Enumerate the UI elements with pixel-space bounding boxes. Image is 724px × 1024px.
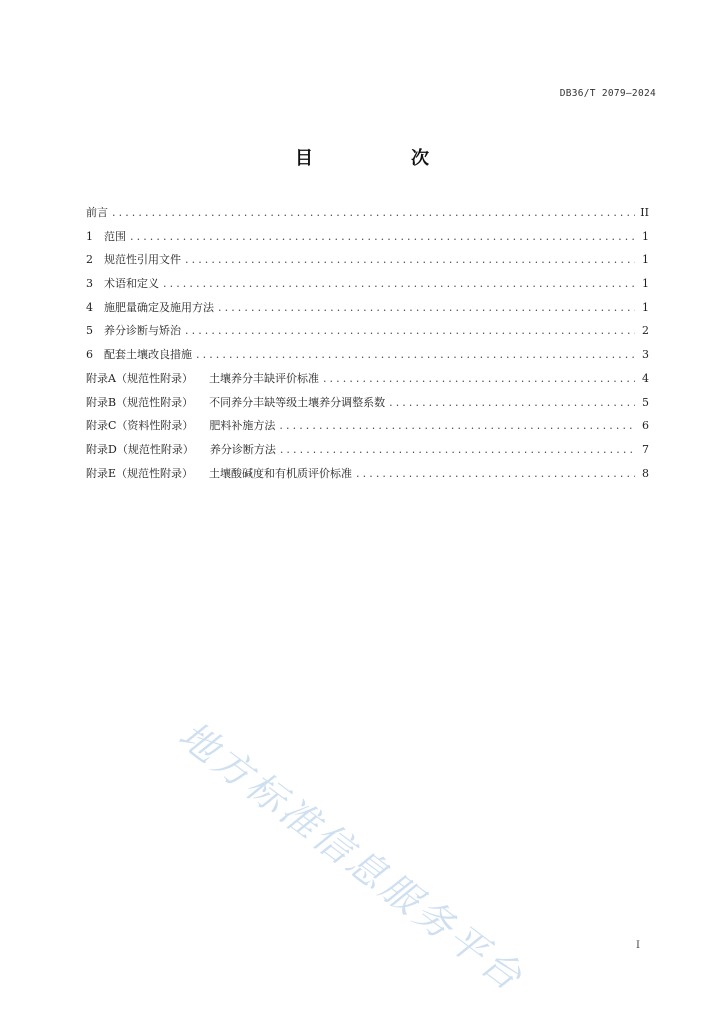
toc-leader-dots <box>218 296 635 320</box>
toc-entry[interactable] <box>86 367 649 391</box>
toc-leader-dots <box>356 462 635 486</box>
toc-entry-page: 5 <box>642 395 649 409</box>
toc-leader-dots <box>185 248 635 272</box>
toc-entry-page: 2 <box>642 324 649 338</box>
toc-entry-label: 配套土壤改良措施 <box>104 348 192 362</box>
toc-entry-number: 1 <box>86 229 93 243</box>
toc-entry-number: 4 <box>86 300 93 314</box>
toc-entry-label: 附录B（规范性附录） <box>86 395 194 409</box>
toc-entry-label: 前言 <box>86 206 108 219</box>
standard-code: DB36/T 2079—2024 <box>559 88 656 99</box>
toc-entry-page: 8 <box>642 466 649 480</box>
toc-entry-page: 4 <box>642 371 649 385</box>
toc-leader-dots <box>112 201 635 225</box>
toc-entry-page: II <box>640 206 649 219</box>
toc-leader-dots <box>279 414 635 438</box>
toc-entry[interactable] <box>86 414 649 438</box>
toc-entry[interactable] <box>86 343 649 367</box>
toc-entry-label: 范围 <box>104 229 126 243</box>
toc-entry[interactable] <box>86 201 649 225</box>
toc-entry-page: 6 <box>642 419 649 433</box>
toc-entry-page: 3 <box>642 348 649 362</box>
toc-entry[interactable] <box>86 296 649 320</box>
table-of-contents <box>86 201 649 485</box>
toc-entry-subtitle: 养分诊断方法 <box>209 442 276 456</box>
toc-entry-label: 附录D（规范性附录） <box>86 442 194 456</box>
toc-leader-dots <box>323 367 635 391</box>
toc-entry-label: 规范性引用文件 <box>104 253 181 267</box>
toc-leader-dots <box>163 272 635 296</box>
toc-entry[interactable] <box>86 272 649 296</box>
toc-entry-page: 1 <box>642 253 649 267</box>
toc-entry-label: 术语和定义 <box>104 277 159 291</box>
watermark: 地方标准信息服务平台 <box>170 712 533 1001</box>
toc-entry-subtitle: 肥料补施方法 <box>209 419 276 433</box>
toc-leader-dots <box>185 319 635 343</box>
toc-entry-page: 1 <box>642 300 649 314</box>
toc-entry[interactable] <box>86 248 649 272</box>
toc-entry-label: 养分诊断与矫治 <box>104 324 181 338</box>
toc-entry-number: 3 <box>86 277 93 291</box>
toc-entry-number: 2 <box>86 253 93 267</box>
toc-entry-subtitle: 不同养分丰缺等级土壤养分调整系数 <box>209 395 386 409</box>
toc-entry[interactable] <box>86 438 649 462</box>
toc-entry-label: 附录E（规范性附录） <box>86 466 194 480</box>
toc-entry-label: 附录C（资料性附录） <box>86 419 194 433</box>
toc-leader-dots <box>389 391 635 415</box>
toc-entry[interactable] <box>86 225 649 249</box>
toc-entry-number: 6 <box>86 348 93 362</box>
page-number: I <box>636 940 640 951</box>
toc-entry-page: 1 <box>642 277 649 291</box>
toc-entry-number: 5 <box>86 324 93 338</box>
toc-leader-dots <box>280 438 635 462</box>
toc-leader-dots <box>130 225 635 249</box>
toc-entry-page: 1 <box>642 229 649 243</box>
toc-entry-subtitle: 土壤酸碱度和有机质评价标准 <box>209 466 353 480</box>
toc-entry-page: 7 <box>642 442 649 456</box>
page-title: 目 次 <box>295 148 469 169</box>
toc-entry-label: 附录A（规范性附录） <box>86 371 193 385</box>
toc-entry-subtitle: 土壤养分丰缺评价标准 <box>208 371 319 385</box>
toc-entry-label: 施肥量确定及施用方法 <box>104 300 214 314</box>
toc-entry[interactable] <box>86 462 649 486</box>
toc-entry[interactable] <box>86 391 649 415</box>
toc-entry[interactable] <box>86 319 649 343</box>
toc-leader-dots <box>196 343 635 367</box>
